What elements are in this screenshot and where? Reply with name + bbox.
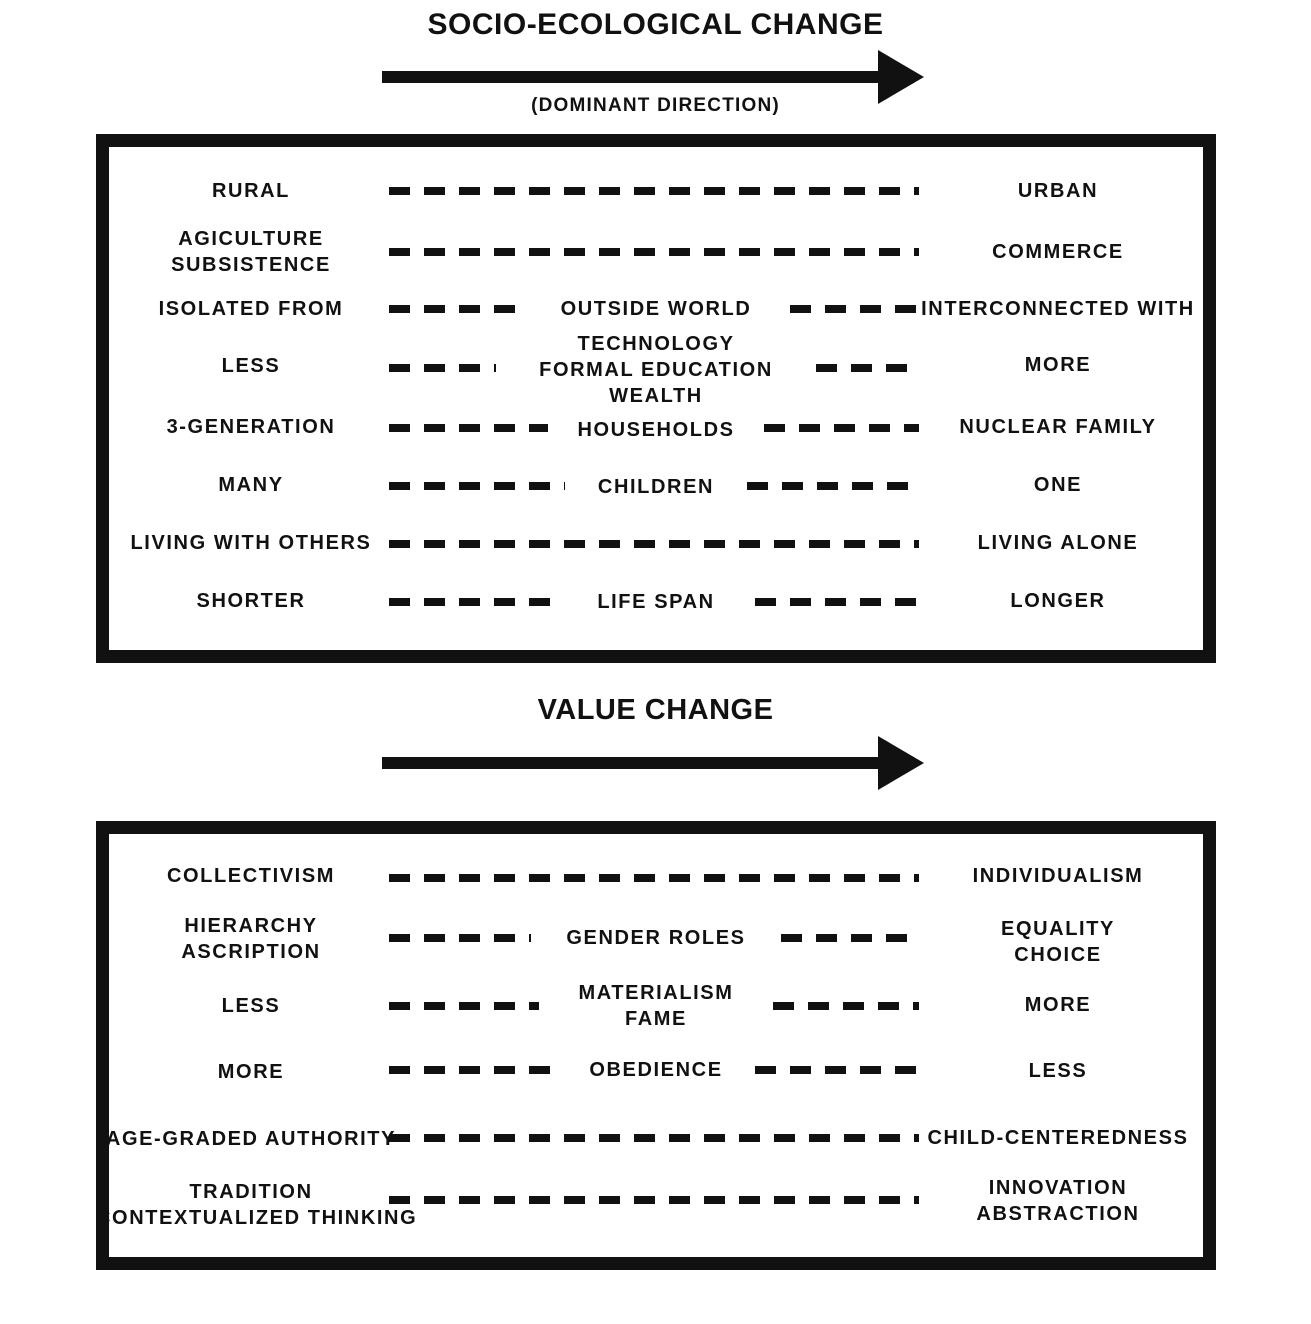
socio-row-dashes-left — [389, 482, 565, 490]
socio-row-right-label: URBAN — [1017, 180, 1099, 202]
socio-row-left-label: RURAL — [212, 180, 290, 202]
socio-row-dashes — [389, 248, 919, 256]
value-row-middle-label: OBEDIENCE — [589, 1059, 723, 1081]
value-row-left-label: MORE — [217, 1061, 285, 1083]
socio-row-dashes-right — [755, 598, 919, 606]
socio-row-middle-label: HOUSEHOLDS — [577, 419, 735, 441]
value-row-right-label: LESS — [1028, 1060, 1088, 1082]
socio-row-dashes-left — [389, 424, 548, 432]
value-row-right-label: EQUALITY CHOICE — [1001, 918, 1115, 966]
value-row-left-label: LESS — [221, 995, 281, 1017]
value-row-dashes — [389, 1196, 919, 1204]
socio-row-dashes-right — [764, 424, 919, 432]
socio-row-middle-label: TECHNOLOGY FORMAL EDUCATION WEALTH — [539, 333, 773, 407]
value-row-right-label: MORE — [1024, 994, 1092, 1016]
socio-row-right-label: MORE — [1024, 354, 1092, 376]
value-row-dashes-left — [389, 1002, 539, 1010]
socio-row-dashes — [389, 540, 919, 548]
value-row-right-label: INNOVATION ABSTRACTION — [976, 1177, 1140, 1225]
value-row-dashes — [389, 874, 919, 882]
socio-row-dashes-right — [816, 364, 919, 372]
socio-row-middle-label: CHILDREN — [597, 476, 715, 498]
value-row-left-label: COLLECTIVISM — [166, 865, 336, 887]
socio-row-right-label: COMMERCE — [992, 241, 1124, 263]
socio-ecological-title: SOCIO-ECOLOGICAL CHANGE — [427, 8, 884, 41]
socio-row-dashes-left — [389, 364, 496, 372]
value-row-middle-label: MATERIALISM FAME — [578, 982, 734, 1030]
value-change-title: VALUE CHANGE — [537, 694, 774, 726]
socio-row-middle-label: OUTSIDE WORLD — [560, 298, 752, 320]
value-row-dashes-right — [773, 1002, 919, 1010]
socio-row-dashes-right — [790, 305, 919, 313]
value-row-left-label: HIERARCHY ASCRIPTION — [181, 915, 321, 963]
socio-row-right-label: LONGER — [1010, 590, 1106, 612]
socio-row-left-label: SHORTER — [196, 590, 306, 612]
socio-row-left-label: LIVING WITH OTHERS — [130, 532, 372, 554]
socio-row-right-label: LIVING ALONE — [977, 532, 1139, 554]
socio-row-left-label: AGICULTURE SUBSISTENCE — [171, 228, 331, 276]
socio-row-dashes-right — [747, 482, 919, 490]
socio-row-left-label: ISOLATED FROM — [158, 298, 344, 320]
value-row-dashes — [389, 1134, 919, 1142]
value-row-left-label: TRADITION CONTEXTUALIZED THINKING — [96, 1181, 418, 1229]
value-row-left-label: AGE-GRADED AUTHORITY — [105, 1128, 397, 1150]
socio-row-dashes-left — [389, 305, 522, 313]
value-row-right-label: INDIVIDUALISM — [972, 865, 1144, 887]
value-row-right-label: CHILD-CENTEREDNESS — [927, 1127, 1189, 1149]
value-row-dashes-left — [389, 934, 531, 942]
socio-row-left-label: LESS — [221, 355, 281, 377]
socio-row-middle-label: LIFE SPAN — [597, 591, 715, 613]
value-row-middle-label: GENDER ROLES — [566, 927, 746, 949]
socio-row-dashes — [389, 187, 919, 195]
socio-row-right-label: INTERCONNECTED WITH — [921, 298, 1195, 320]
socio-row-right-label: NUCLEAR FAMILY — [959, 416, 1157, 438]
value-change-arrow-icon — [382, 736, 924, 790]
dominant-direction-caption: (DOMINANT DIRECTION) — [531, 95, 780, 116]
socio-row-right-label: ONE — [1033, 474, 1083, 496]
value-row-dashes-right — [755, 1066, 919, 1074]
socio-row-left-label: 3-GENERATION — [166, 416, 336, 438]
value-row-dashes-left — [389, 1066, 557, 1074]
socio-row-left-label: MANY — [218, 474, 284, 496]
value-row-dashes-right — [781, 934, 919, 942]
socio-row-dashes-left — [389, 598, 557, 606]
